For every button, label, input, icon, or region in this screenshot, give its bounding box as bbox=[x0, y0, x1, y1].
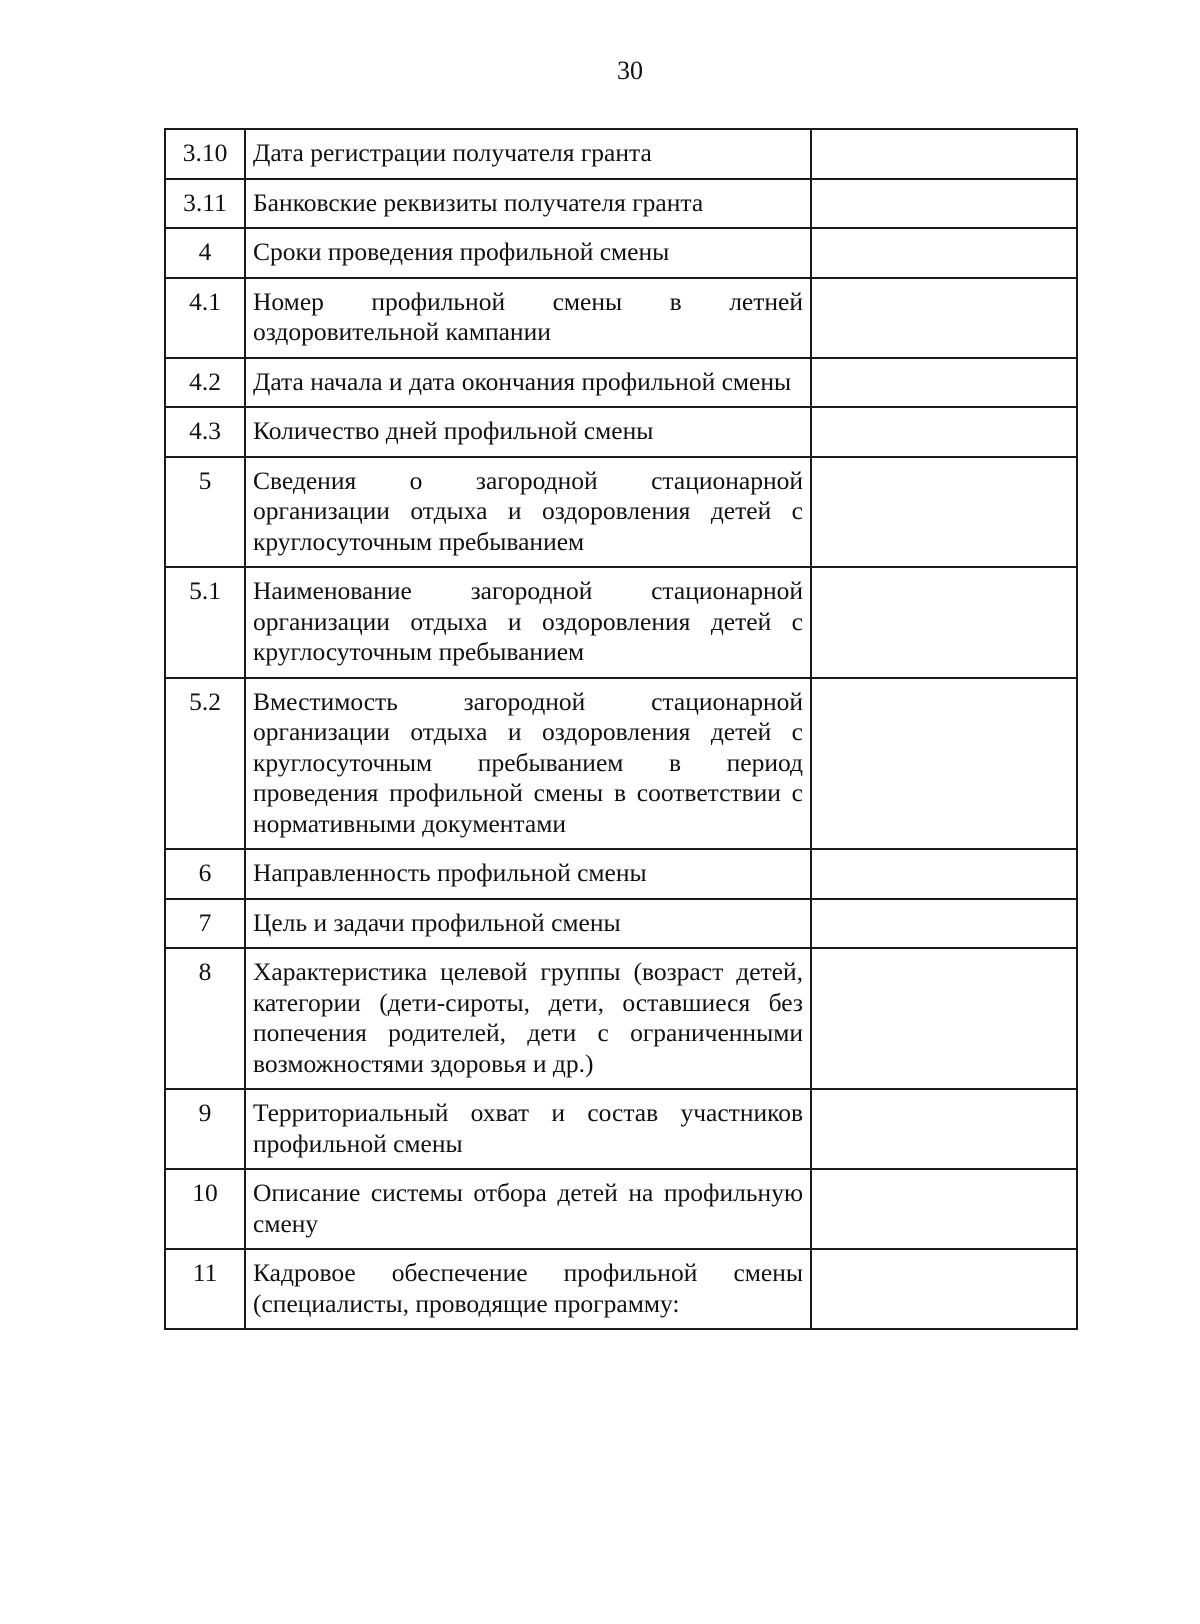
row-description: Дата регистрации получателя гранта bbox=[245, 129, 811, 179]
row-number: 5 bbox=[165, 457, 245, 568]
row-value-cell bbox=[811, 899, 1077, 949]
row-value-cell bbox=[811, 1089, 1077, 1169]
row-value-cell bbox=[811, 407, 1077, 457]
row-number: 3.10 bbox=[165, 129, 245, 179]
row-number: 4.3 bbox=[165, 407, 245, 457]
page-number: 30 bbox=[617, 56, 643, 85]
row-value-cell bbox=[811, 1169, 1077, 1249]
table-row bbox=[165, 457, 1077, 568]
row-value-cell bbox=[811, 179, 1077, 229]
table-row bbox=[165, 1249, 1077, 1329]
row-number: 5.2 bbox=[165, 678, 245, 850]
table-row bbox=[165, 228, 1077, 278]
row-description: Вместимость загородной стационарной организации отдыха и оздоровления детей с круглосуточным пребыванием в период проведения профильной смены в соответствии с нормативными документами bbox=[245, 678, 811, 850]
row-description: Сведения о загородной стационарной организации отдыха и оздоровления детей с круглосуточным пребыванием bbox=[245, 457, 811, 568]
row-number: 4 bbox=[165, 228, 245, 278]
row-description: Описание системы отбора детей на профильную смену bbox=[245, 1169, 811, 1249]
table-row bbox=[165, 948, 1077, 1089]
table-row bbox=[165, 899, 1077, 949]
row-value-cell bbox=[811, 129, 1077, 179]
row-number: 10 bbox=[165, 1169, 245, 1249]
row-description: Кадровое обеспечение профильной смены (специалисты, проводящие программу: bbox=[245, 1249, 811, 1329]
table-row bbox=[165, 129, 1077, 179]
row-description: Сроки проведения профильной смены bbox=[245, 228, 811, 278]
table-row bbox=[165, 849, 1077, 899]
row-description: Цель и задачи профильной смены bbox=[245, 899, 811, 949]
table-row bbox=[165, 1089, 1077, 1169]
row-description: Территориальный охват и состав участников профильной смены bbox=[245, 1089, 811, 1169]
row-value-cell bbox=[811, 567, 1077, 678]
row-value-cell bbox=[811, 358, 1077, 408]
row-value-cell bbox=[811, 1249, 1077, 1329]
row-value-cell bbox=[811, 678, 1077, 850]
row-description: Номер профильной смены в летней оздоровительной кампании bbox=[245, 278, 811, 358]
row-description: Банковские реквизиты получателя гранта bbox=[245, 179, 811, 229]
row-number: 4.1 bbox=[165, 278, 245, 358]
row-value-cell bbox=[811, 228, 1077, 278]
row-number: 11 bbox=[165, 1249, 245, 1329]
table-row bbox=[165, 358, 1077, 408]
row-description: Дата начала и дата окончания профильной смены bbox=[245, 358, 811, 408]
row-number: 4.2 bbox=[165, 358, 245, 408]
row-number: 6 bbox=[165, 849, 245, 899]
row-number: 5.1 bbox=[165, 567, 245, 678]
table-row bbox=[165, 179, 1077, 229]
row-number: 8 bbox=[165, 948, 245, 1089]
table-row bbox=[165, 567, 1077, 678]
row-value-cell bbox=[811, 849, 1077, 899]
table-row bbox=[165, 678, 1077, 850]
row-value-cell bbox=[811, 948, 1077, 1089]
row-number: 9 bbox=[165, 1089, 245, 1169]
row-description: Наименование загородной стационарной организации отдыха и оздоровления детей с круглосуточным пребыванием bbox=[245, 567, 811, 678]
row-value-cell bbox=[811, 278, 1077, 358]
table-row bbox=[165, 278, 1077, 358]
row-description: Характеристика целевой группы (возраст детей, категории (дети-сироты, дети, оставшиеся без попечения родителей, дети с ограниченными возможностями здоровья и др.) bbox=[245, 948, 811, 1089]
row-number: 7 bbox=[165, 899, 245, 949]
table-row bbox=[165, 407, 1077, 457]
row-description: Направленность профильной смены bbox=[245, 849, 811, 899]
row-value-cell bbox=[811, 457, 1077, 568]
row-number: 3.11 bbox=[165, 179, 245, 229]
row-description: Количество дней профильной смены bbox=[245, 407, 811, 457]
table-row bbox=[165, 1169, 1077, 1249]
form-table bbox=[164, 128, 1078, 1330]
